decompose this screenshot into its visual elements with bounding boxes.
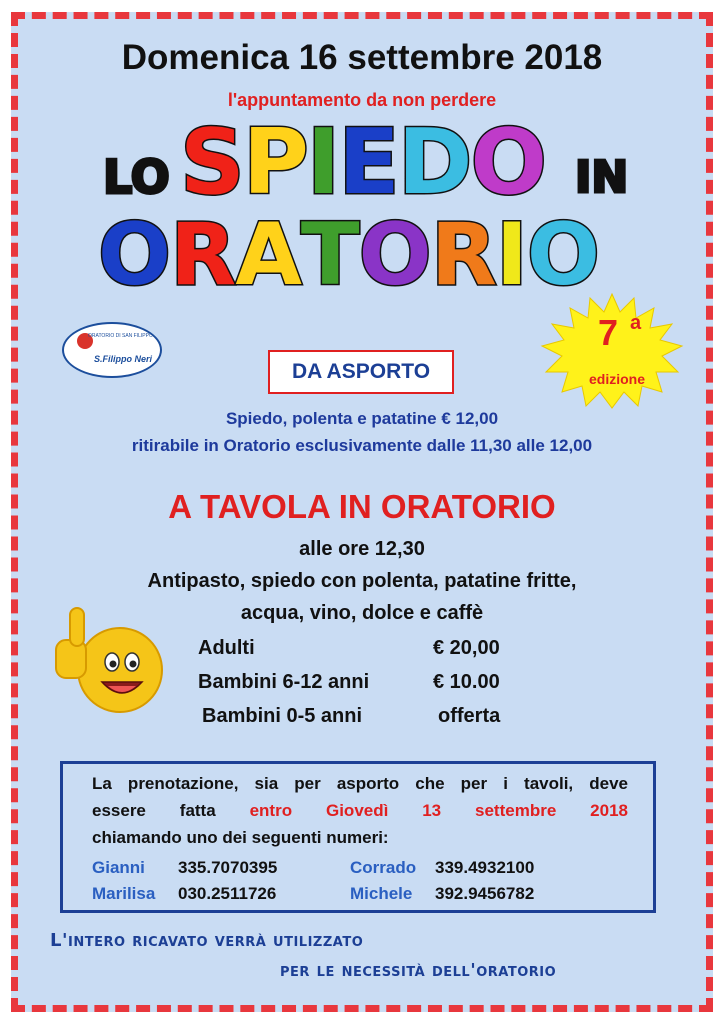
title-letter: R (430, 205, 496, 305)
tagline: l'appuntamento da non perdere (227, 90, 497, 110)
title-letter: R (170, 205, 236, 305)
price-label-bambini-6-12: Bambini 6-12 anni (198, 671, 370, 693)
title-letter: P (242, 110, 307, 215)
title-letter: A (235, 205, 301, 305)
edition-suffix: a (630, 312, 642, 334)
thumbs-up-smiley-icon (50, 600, 165, 718)
contact-name: Michele (350, 884, 413, 903)
price-value-bambini-6-12: € 10.00 (433, 671, 500, 693)
edition-number: 7 (598, 312, 619, 353)
title-in: IN (575, 152, 629, 203)
contact-name: Marilisa (92, 884, 156, 903)
booking-line-2-start: essere fatta (92, 801, 216, 820)
title-letter: O (358, 205, 431, 305)
title-letter: D (397, 110, 471, 215)
asporto-price: Spiedo, polenta e patatine € 12,00 (225, 409, 499, 428)
contact-phone: 392.9456782 (435, 884, 535, 903)
contact-phone: 339.4932100 (435, 858, 535, 877)
menu-line-2: acqua, vino, dolce e caffè (240, 602, 484, 624)
contact-phone: 335.7070395 (178, 858, 278, 877)
tavola-title: A TAVOLA IN ORATORIO (168, 488, 556, 525)
title-letter: I (495, 205, 527, 305)
tavola-time: alle ore 12,30 (299, 538, 425, 560)
title-letter: O (98, 205, 171, 305)
footer-line-1: L'intero ricavato verrà utilizzato (50, 930, 364, 951)
logo-name: S.Filippo Neri (94, 354, 153, 364)
contact-phone: 030.2511726 (178, 884, 277, 903)
booking-line-3: chiamando uno dei seguenti numeri: (92, 828, 389, 847)
title-letter: E (338, 110, 398, 215)
price-value-bambini-0-5: offerta (438, 705, 501, 727)
oratorio-logo (62, 322, 162, 378)
title-spiedo (180, 110, 545, 215)
footer-line-2: per le necessità dell'oratorio (280, 960, 557, 981)
asporto-label: DA ASPORTO (268, 350, 454, 394)
booking-deadline: entro Giovedì 13 settembre 2018 (249, 801, 628, 820)
price-label-adulti: Adulti (198, 637, 255, 659)
title-letter: O (526, 205, 600, 305)
contact-name: Gianni (92, 858, 145, 877)
title-letter: T (300, 205, 359, 305)
contact-name: Corrado (350, 858, 417, 877)
logo-top-text: ORATORIO DI SAN FILIPPO (88, 333, 153, 339)
price-value-adulti: € 20,00 (433, 637, 500, 659)
title-oratorio (98, 205, 599, 305)
title-lo: LO (103, 150, 170, 204)
price-label-bambini-0-5: Bambini 0-5 anni (202, 705, 363, 727)
booking-line-2 (92, 801, 628, 821)
menu-line-1: Antipasto, spiedo con polenta, patatine fritte, (147, 570, 577, 592)
title-letter: S (180, 110, 243, 215)
title-letter: O (470, 110, 546, 215)
event-date: Domenica 16 settembre 2018 (121, 38, 603, 77)
title-letter: I (306, 110, 339, 215)
asporto-pickup: ritirabile in Oratorio esclusivamente dalle 11,30 alle 12,00 (131, 436, 593, 455)
booking-line-1: La prenotazione, sia per asporto che per i tavoli, deve (92, 774, 628, 793)
edition-label: edizione (588, 371, 645, 387)
